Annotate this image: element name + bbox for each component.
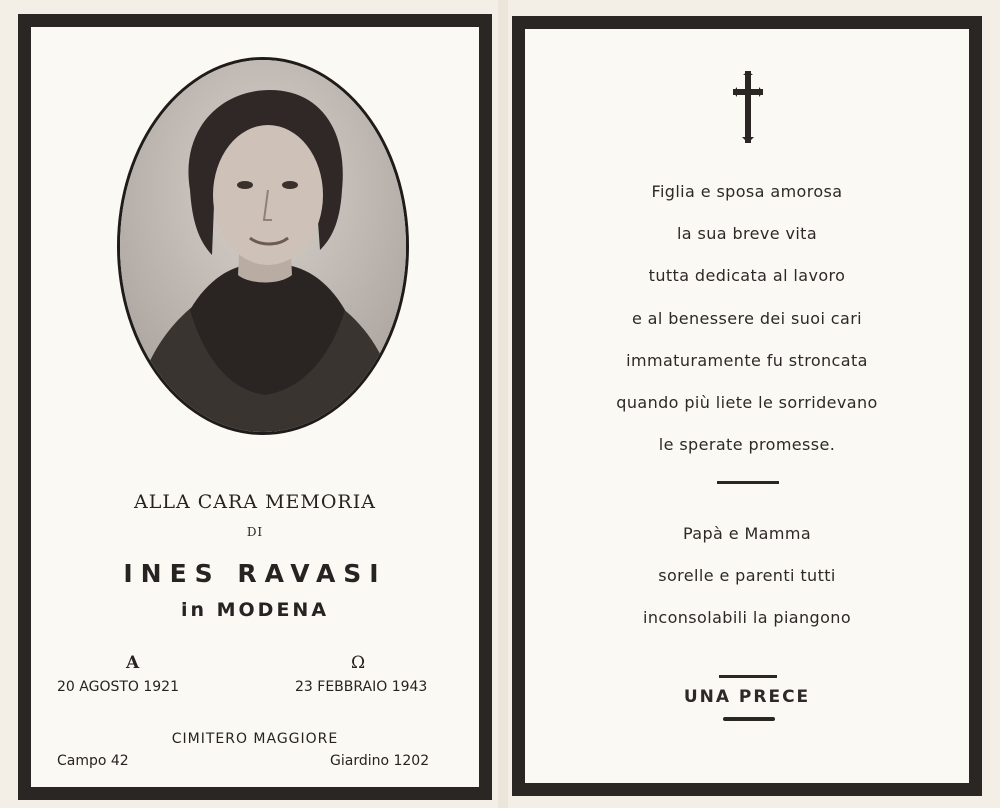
birth-date: 20 AGOSTO 1921 — [57, 679, 180, 695]
burial-campo: Campo 42 — [57, 753, 129, 769]
verse-line: quando più liete le sorridevano — [616, 393, 878, 413]
verse-line: la sua breve vita — [676, 224, 818, 244]
divider — [723, 717, 775, 721]
memorial-card-back — [512, 16, 982, 796]
memorial-heading: ALLA CARA MEMORIA — [134, 491, 376, 513]
death-date: 23 FEBBRAIO 1943 — [295, 679, 428, 695]
deceased-name: INES RAVASI — [123, 559, 387, 588]
signer-line: inconsolabili la piangono — [642, 608, 852, 627]
signer-line: Papà e Mamma — [682, 524, 812, 543]
memorial-di: DI — [246, 525, 264, 539]
signers-block — [525, 513, 969, 639]
cross-icon — [733, 71, 763, 143]
memorial-card-front — [18, 14, 492, 800]
verse-line: e al benessere dei suoi cari — [631, 308, 863, 328]
married-name: in MODENA — [180, 599, 330, 621]
memorial-verse — [525, 171, 969, 466]
verse-line: tutta dedicata al lavoro — [648, 266, 846, 286]
signer-line: sorelle e parenti tutti — [658, 566, 836, 585]
portrait-photo — [117, 57, 409, 435]
verse-line: le sperate promesse. — [658, 435, 836, 455]
alpha-symbol: A — [126, 653, 140, 673]
divider — [719, 675, 777, 678]
verse-line: Figlia e sposa amorosa — [651, 182, 843, 201]
burial-giardino: Giardino 1202 — [330, 753, 430, 769]
cemetery-name: CIMITERO MAGGIORE — [171, 731, 339, 747]
divider — [717, 481, 779, 484]
verse-line: immaturamente fu stroncata — [626, 350, 868, 370]
closing-prayer: UNA PRECE — [683, 687, 811, 707]
omega-symbol: Ω — [351, 653, 366, 673]
card-fold — [498, 0, 508, 808]
